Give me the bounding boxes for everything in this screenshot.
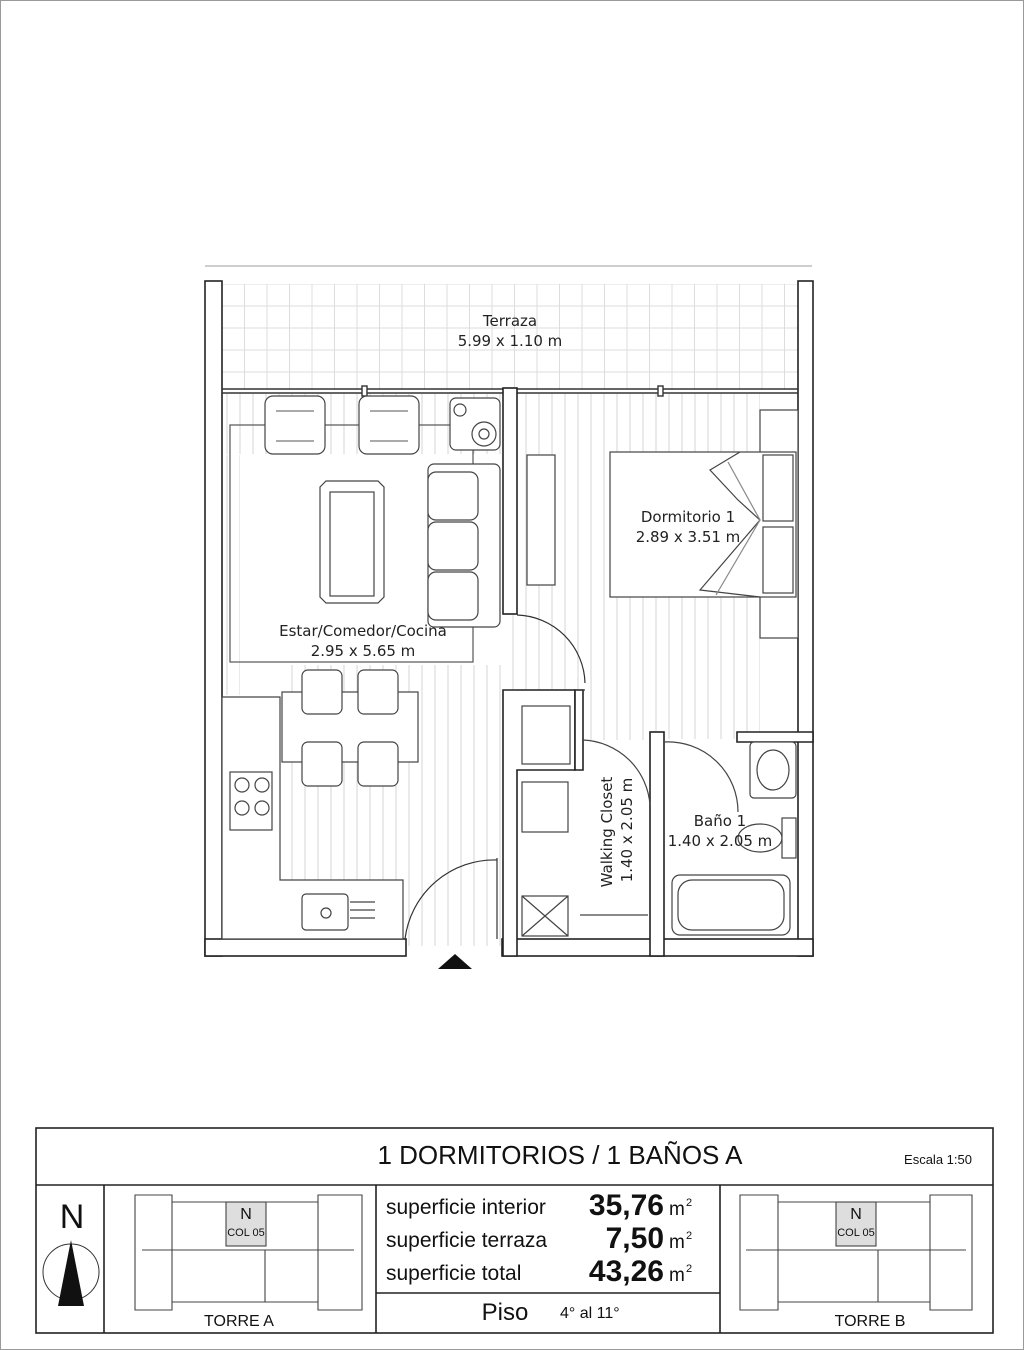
scale-label: Escala 1:50 [904, 1152, 972, 1167]
estar-size: 2.95 x 5.65 m [310, 642, 416, 660]
north-arrow-icon [43, 1240, 99, 1306]
dormitorio-name: Dormitorio 1 [640, 508, 736, 526]
closet-name: Walking Closet [598, 776, 616, 888]
piso-label: Piso [481, 1299, 529, 1326]
area-sup-total: 2 [686, 1263, 693, 1275]
area-label-terraza: superficie terraza [386, 1229, 548, 1252]
area-unit-terraza: m [669, 1232, 685, 1253]
torre-b-label: TORRE B [834, 1313, 906, 1330]
area-sup-interior: 2 [686, 1197, 693, 1209]
bano-size: 1.40 x 2.05 m [667, 832, 773, 850]
key-a-n: N [240, 1206, 252, 1223]
area-value-total: 43,26 [588, 1255, 664, 1288]
torre-a-label: TORRE A [204, 1313, 274, 1330]
estar-name: Estar/Comedor/Cocina [279, 622, 447, 640]
area-unit-total: m [669, 1265, 685, 1286]
interior-wall-1 [503, 388, 517, 614]
dormitorio-size: 2.89 x 3.51 m [635, 528, 741, 546]
area-value-interior: 35,76 [588, 1189, 664, 1222]
entry-arrow-icon [438, 954, 472, 969]
area-label-total: superficie total [386, 1262, 522, 1285]
plan-title: 1 DORMITORIOS / 1 BAÑOS A [377, 1140, 743, 1170]
area-value-terraza: 7,50 [605, 1222, 664, 1255]
north-letter: N [59, 1198, 85, 1236]
area-sup-terraza: 2 [686, 1230, 693, 1242]
key-b-n: N [850, 1206, 862, 1223]
closet-size: 1.40 x 2.05 m [618, 777, 636, 883]
terraza-name: Terraza [482, 312, 538, 330]
terraza-size: 5.99 x 1.10 m [457, 332, 563, 350]
area-unit-interior: m [669, 1199, 685, 1220]
key-b-col: COL 05 [837, 1227, 875, 1239]
piso-value: 4° al 11° [560, 1305, 620, 1322]
bano-name: Baño 1 [693, 812, 747, 830]
key-a-col: COL 05 [227, 1227, 265, 1239]
area-label-interior: superficie interior [386, 1196, 546, 1219]
